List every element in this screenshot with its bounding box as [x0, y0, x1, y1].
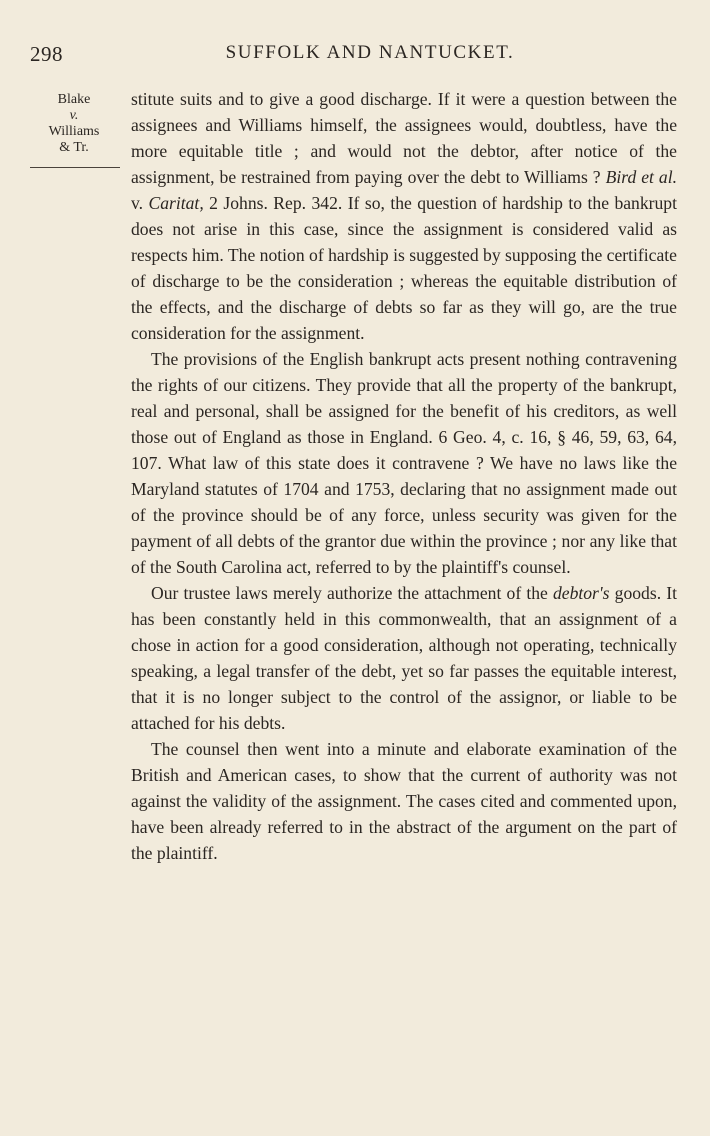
page-header — [30, 42, 666, 72]
margin-note-line: Blake — [57, 92, 91, 107]
running-head: SUFFOLK AND NANTUCKET. — [225, 42, 515, 63]
page-number: 298 — [30, 42, 63, 66]
paragraph-2: The provisions of the English bankrupt acts present nothing contravening the rights of our citizens. They provide that all the property of the bankrupt, real and personal, shall be assigned for the benefit of his creditors, as well those out of England as those in England. 6 Geo. 4, c. 16, § 46, 59, 63, 64, 107. What law of this state does it contravene ? We have no laws like the Maryland statutes of 1704 and 1753, declaring that no assignment made out of the province should be of any force, unless security was given for the payment of all debts of the grantor due within the province ; nor any like that of the South Carolina act, referred to by the plaintiff's counsel. — [131, 349, 677, 577]
paragraph-4: The counsel then went into a minute and elaborate examination of the British and American cases, to show that the current of authority was not against the validity of the assignment. The cases cited and commented upon, have been already referred to in the abstract of the argument on the part of the plaintiff. — [131, 739, 677, 863]
paragraph-3 — [131, 580, 677, 736]
margin-note-line: & Tr. — [59, 140, 89, 155]
paragraph-text: 2 Johns. Rep. 342. If so, the question of hardship to the bankrupt does not arise in this case, since the assignment is considered valid as respects him. The notion of hardship is suggested by supposing the certificate of discharge to be the consideration ; whereas the equitable distribution of the effects, and the discharge of debts so far as they will go, are the true consideration for the assignment. — [131, 193, 677, 343]
margin-note-line: Williams — [48, 124, 100, 139]
case-margin-note — [30, 92, 118, 156]
paragraph-text: goods. It has been constantly held in this commonwealth, that an assignment of a chose in action for a good consideration, although not operating, technically speaking, a legal transfer of the debt, yet so far passes the equitable interest, that it is no longer subject to the control of the assignor, or liable to be attached for his debts. — [131, 583, 677, 733]
paragraph-text: v. — [131, 193, 149, 213]
paragraph-text: Our trustee laws merely authorize the attachment of the — [151, 583, 553, 603]
case-citation: Caritat, — [148, 193, 204, 213]
paragraph-1 — [131, 86, 677, 346]
margin-note-line: v. — [69, 108, 79, 123]
emphasized-word: debtor's — [552, 583, 610, 603]
margin-divider — [30, 167, 120, 168]
body-text — [131, 86, 677, 866]
case-citation: Bird et al. — [605, 167, 678, 187]
paragraph-text: stitute suits and to give a good discharge. If it were a question between the assignees and Williams himself, the assignees would, doubtless, have the more equitable title ; and would not the debtor, after notice of the assignment, be restrained from paying over the debt to Williams ? — [131, 89, 677, 187]
